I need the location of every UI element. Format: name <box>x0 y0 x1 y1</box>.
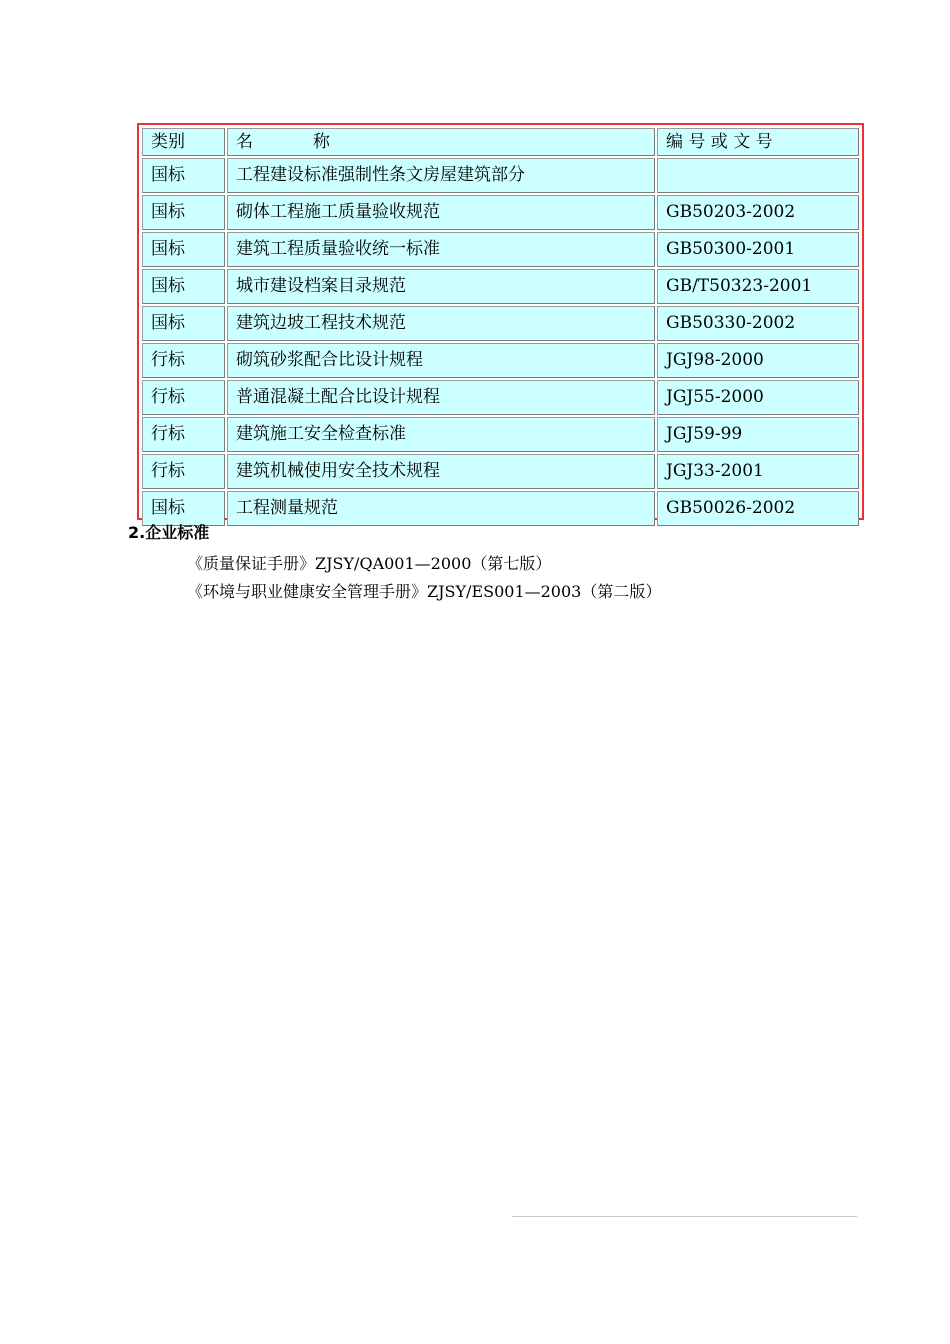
table-row <box>142 158 859 193</box>
row-name: 建筑机械使用安全技术规程 <box>227 454 655 489</box>
row-category: 行标 <box>142 380 225 415</box>
row-name: 建筑施工安全检查标准 <box>227 417 655 452</box>
table-row <box>142 417 859 452</box>
row-code: GB50330-2002 <box>657 306 859 341</box>
table-row <box>142 269 859 304</box>
row-name: 建筑工程质量验收统一标准 <box>227 232 655 267</box>
table-row <box>142 306 859 341</box>
row-code: JGJ55-2000 <box>657 380 859 415</box>
row-name: 砌体工程施工质量验收规范 <box>227 195 655 230</box>
row-code: JGJ59-99 <box>657 417 859 452</box>
row-name: 城市建设档案目录规范 <box>227 269 655 304</box>
standards-table-frame <box>137 123 864 520</box>
footer-divider <box>512 1216 857 1217</box>
row-name: 工程测量规范 <box>227 491 655 526</box>
header-code: 编 号 或 文 号 <box>657 128 859 156</box>
row-name: 普通混凝土配合比设计规程 <box>227 380 655 415</box>
row-category: 国标 <box>142 195 225 230</box>
table-row <box>142 195 859 230</box>
table-header-row <box>142 128 859 156</box>
table-row <box>142 232 859 267</box>
table-row <box>142 491 859 526</box>
row-code: JGJ33-2001 <box>657 454 859 489</box>
row-category: 行标 <box>142 454 225 489</box>
table-row <box>142 454 859 489</box>
row-code: GB50300-2001 <box>657 232 859 267</box>
header-category: 类别 <box>142 128 225 156</box>
row-code: JGJ98-2000 <box>657 343 859 378</box>
row-name: 砌筑砂浆配合比设计规程 <box>227 343 655 378</box>
table-row <box>142 380 859 415</box>
section-heading: 2.企业标准 <box>128 523 210 542</box>
header-name: 名 称 <box>227 128 655 156</box>
reference-line: 《质量保证手册》ZJSY/QA001—2000（第七版） <box>187 554 552 573</box>
row-name: 工程建设标准强制性条文房屋建筑部分 <box>227 158 655 193</box>
row-category: 行标 <box>142 343 225 378</box>
row-category: 国标 <box>142 269 225 304</box>
row-code: GB/T50323-2001 <box>657 269 859 304</box>
row-category: 国标 <box>142 491 225 526</box>
row-category: 国标 <box>142 306 225 341</box>
row-code: GB50026-2002 <box>657 491 859 526</box>
row-category: 国标 <box>142 158 225 193</box>
row-category: 行标 <box>142 417 225 452</box>
row-name: 建筑边坡工程技术规范 <box>227 306 655 341</box>
row-code: GB50203-2002 <box>657 195 859 230</box>
row-category: 国标 <box>142 232 225 267</box>
standards-table <box>140 126 861 528</box>
table-row <box>142 343 859 378</box>
row-code <box>657 158 859 193</box>
reference-line: 《环境与职业健康安全管理手册》ZJSY/ES001—2003（第二版） <box>187 582 662 601</box>
